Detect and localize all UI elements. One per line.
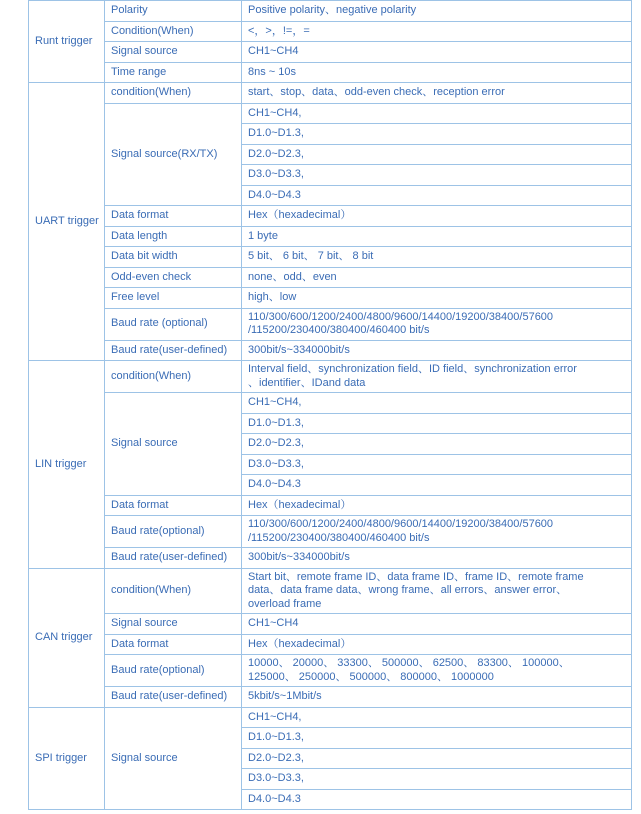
param-value: D3.0~D3.3, bbox=[242, 454, 632, 475]
trigger-name-lin: LIN trigger bbox=[29, 361, 105, 569]
param-value: D3.0~D3.3, bbox=[242, 769, 632, 790]
param-value: D4.0~D4.3 bbox=[242, 789, 632, 810]
table-row bbox=[29, 614, 632, 635]
param-label: Free level bbox=[105, 288, 242, 309]
table-row bbox=[29, 62, 632, 83]
param-value: none、odd、even bbox=[242, 267, 632, 288]
table-row bbox=[29, 393, 632, 414]
param-label: Data bit width bbox=[105, 247, 242, 268]
trigger-spec-table bbox=[28, 0, 632, 810]
param-label: condition(When) bbox=[105, 83, 242, 104]
param-label: Baud rate(optional) bbox=[105, 655, 242, 687]
param-label: Baud rate(user-defined) bbox=[105, 687, 242, 708]
table-row bbox=[29, 1, 632, 22]
param-value: 300bit/s~334000bit/s bbox=[242, 340, 632, 361]
param-label: Condition(When) bbox=[105, 21, 242, 42]
table-row bbox=[29, 687, 632, 708]
param-label: Baud rate(user-defined) bbox=[105, 548, 242, 569]
param-label: Signal source(RX/TX) bbox=[105, 103, 242, 206]
table-row bbox=[29, 288, 632, 309]
table-row bbox=[29, 340, 632, 361]
param-label: Data length bbox=[105, 226, 242, 247]
param-label: Baud rate(optional) bbox=[105, 516, 242, 548]
trigger-name-runt: Runt trigger bbox=[29, 1, 105, 83]
param-value: CH1~CH4, bbox=[242, 103, 632, 124]
param-label: Data format bbox=[105, 206, 242, 227]
param-value: Hex（hexadecimal） bbox=[242, 495, 632, 516]
param-value: D1.0~D1.3, bbox=[242, 413, 632, 434]
param-label: Signal source bbox=[105, 42, 242, 63]
param-label: condition(When) bbox=[105, 568, 242, 614]
table-row bbox=[29, 42, 632, 63]
table-row bbox=[29, 21, 632, 42]
param-value: CH1~CH4 bbox=[242, 614, 632, 635]
param-value: CH1~CH4 bbox=[242, 42, 632, 63]
table-row bbox=[29, 548, 632, 569]
param-value: Positive polarity、negative polarity bbox=[242, 1, 632, 22]
table-row bbox=[29, 103, 632, 124]
param-value: 5kbit/s~1Mbit/s bbox=[242, 687, 632, 708]
table-row bbox=[29, 267, 632, 288]
table-row bbox=[29, 568, 632, 614]
param-label: Polarity bbox=[105, 1, 242, 22]
param-value: high、low bbox=[242, 288, 632, 309]
table-row bbox=[29, 308, 632, 340]
param-label: Signal source bbox=[105, 614, 242, 635]
param-value: D4.0~D4.3 bbox=[242, 185, 632, 206]
param-value: 1 byte bbox=[242, 226, 632, 247]
param-label: Data format bbox=[105, 495, 242, 516]
param-value: D1.0~D1.3, bbox=[242, 124, 632, 145]
param-label: Signal source bbox=[105, 707, 242, 810]
param-label: Data format bbox=[105, 634, 242, 655]
table-row bbox=[29, 361, 632, 393]
param-label: Odd-even check bbox=[105, 267, 242, 288]
param-value: 8ns ~ 10s bbox=[242, 62, 632, 83]
table-row bbox=[29, 83, 632, 104]
param-label: condition(When) bbox=[105, 361, 242, 393]
trigger-name-can: CAN trigger bbox=[29, 568, 105, 707]
param-value: <，>，!=，= bbox=[242, 21, 632, 42]
param-value: 5 bit、 6 bit、 7 bit、 8 bit bbox=[242, 247, 632, 268]
table-row bbox=[29, 655, 632, 687]
param-value: 10000、 20000、 33300、 500000、 62500、 83300、 100000、 125000、 250000、 500000、 800000、 1000000 bbox=[242, 655, 632, 687]
table-row bbox=[29, 707, 632, 728]
trigger-name-uart: UART trigger bbox=[29, 83, 105, 361]
param-value: Start bit、remote frame ID、data frame ID、frame ID、remote frame data、data frame data、wrong frame、all errors、answer error、 overload frame bbox=[242, 568, 632, 614]
param-value: 110/300/600/1200/2400/4800/9600/14400/19200/38400/57600 /115200/230400/380400/460400 bit/s bbox=[242, 308, 632, 340]
param-value: D4.0~D4.3 bbox=[242, 475, 632, 496]
param-value: 300bit/s~334000bit/s bbox=[242, 548, 632, 569]
param-value: Hex（hexadecimal） bbox=[242, 634, 632, 655]
trigger-name-spi: SPI trigger bbox=[29, 707, 105, 810]
param-value: D1.0~D1.3, bbox=[242, 728, 632, 749]
param-value: Interval field、synchronization field、ID field、synchronization error 、identifier、IDand data bbox=[242, 361, 632, 393]
param-value: D3.0~D3.3, bbox=[242, 165, 632, 186]
table-row bbox=[29, 247, 632, 268]
table-row bbox=[29, 495, 632, 516]
param-label: Signal source bbox=[105, 393, 242, 496]
table-row bbox=[29, 226, 632, 247]
param-value: start、stop、data、odd-even check、reception error bbox=[242, 83, 632, 104]
table-row bbox=[29, 206, 632, 227]
param-value: D2.0~D2.3, bbox=[242, 434, 632, 455]
param-label: Time range bbox=[105, 62, 242, 83]
param-value: D2.0~D2.3, bbox=[242, 144, 632, 165]
param-value: CH1~CH4, bbox=[242, 707, 632, 728]
param-value: CH1~CH4, bbox=[242, 393, 632, 414]
table-row bbox=[29, 634, 632, 655]
param-value: D2.0~D2.3, bbox=[242, 748, 632, 769]
param-label: Baud rate (optional) bbox=[105, 308, 242, 340]
param-label: Baud rate(user-defined) bbox=[105, 340, 242, 361]
param-value: Hex（hexadecimal） bbox=[242, 206, 632, 227]
param-value: 110/300/600/1200/2400/4800/9600/14400/19200/38400/57600 /115200/230400/380400/460400 bit/s bbox=[242, 516, 632, 548]
table-row bbox=[29, 516, 632, 548]
